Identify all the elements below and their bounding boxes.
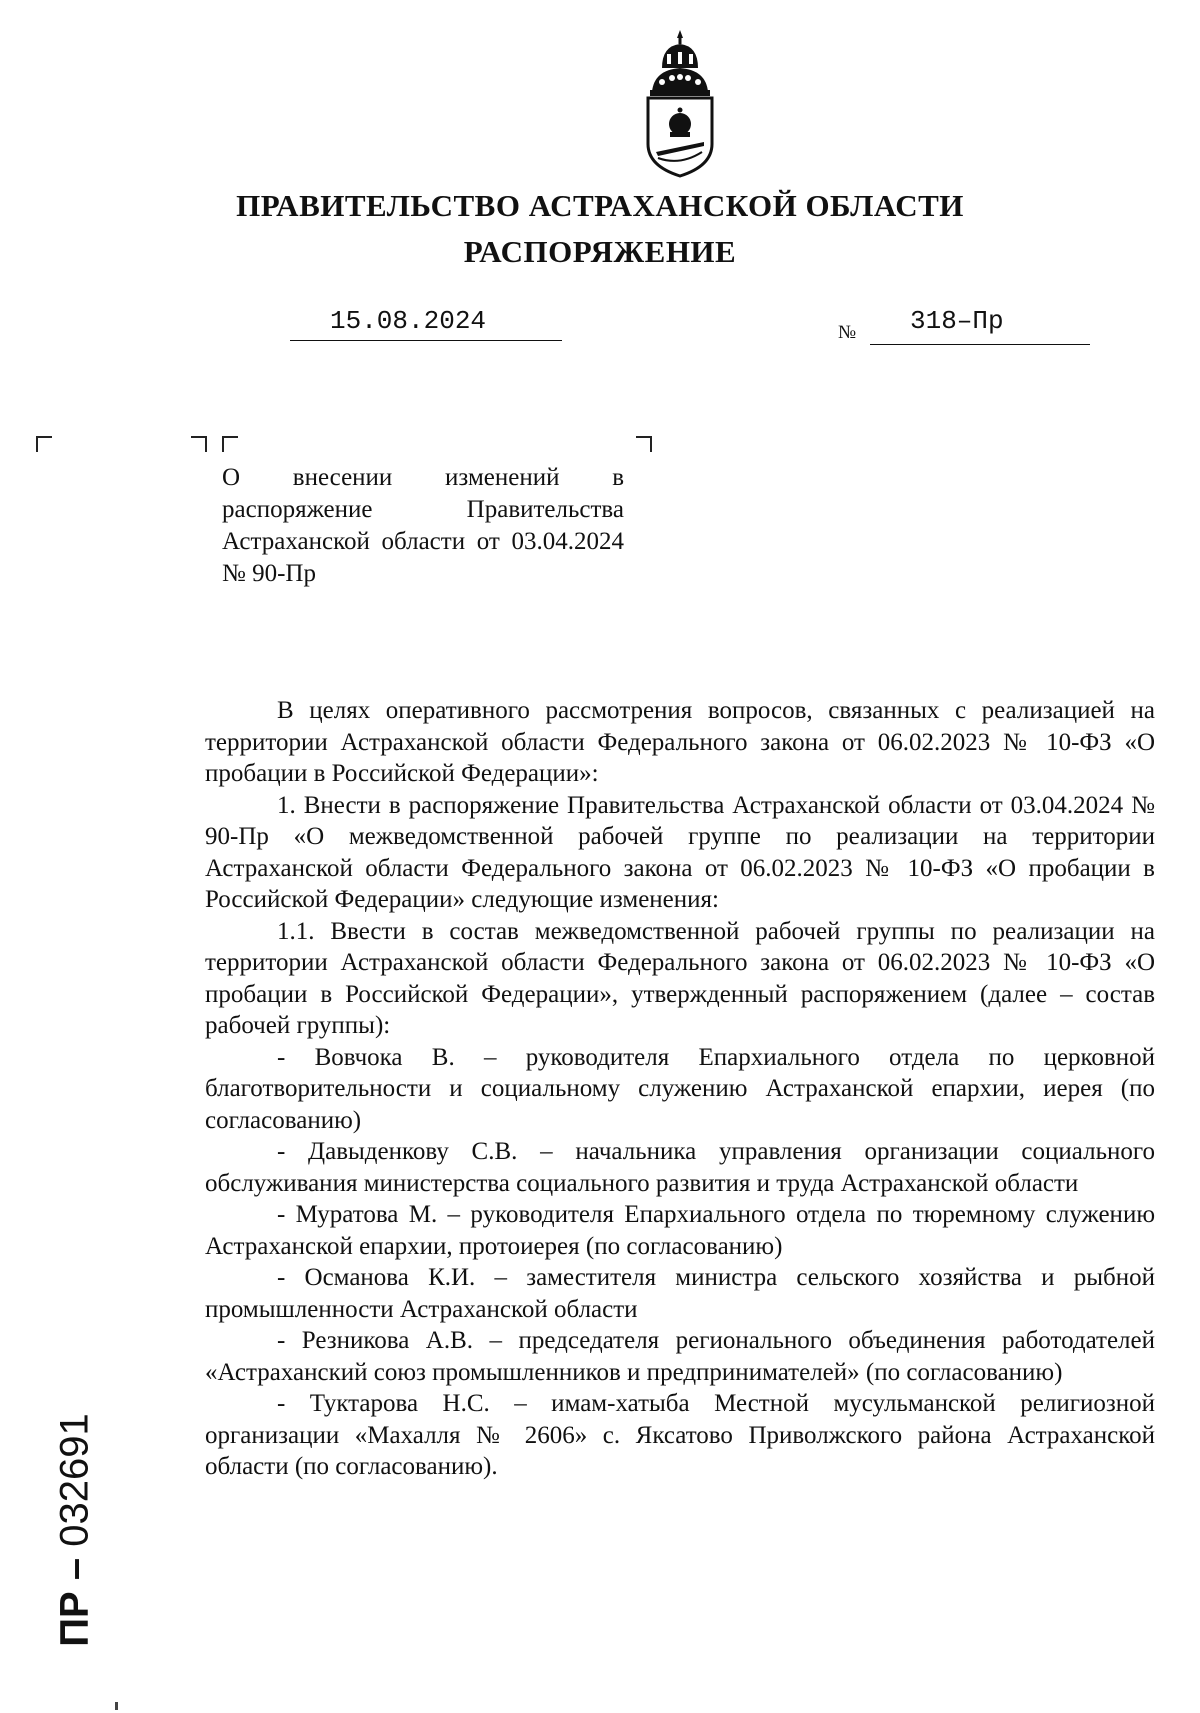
clause-1-1: 1.1. Ввести в состав межведомственной рабочей группы по реализации на территории Астраханской области Федерального закона от 06.02.2023 № 10-ФЗ «О пробации в Российской Федерации», утвержденный распоряжением (далее – состав рабочей группы): <box>205 917 1155 1039</box>
date-underline <box>290 340 562 341</box>
list-item: - Муратова М. – руководителя Епархиального отдела по тюремному служению Астраханской епархии, протоиерея (по согласованию) <box>205 1201 1155 1260</box>
list-item: - Османова К.И. – заместителя министра сельского хозяйства и рыбной промышленности Астраханской области <box>205 1264 1155 1323</box>
corner-mark-subject-end <box>191 436 207 452</box>
list-item: - Туктарова Н.С. – имам-хатыба Местной мусульманской религиозной организации «Махалля № 2606» с. Яксатово Приволжского района Астраханской области (по согласованию). <box>205 1390 1155 1480</box>
coat-of-arms-emblem <box>640 28 720 178</box>
number-sign: № <box>838 322 857 343</box>
side-serial-code <box>30 1395 120 1665</box>
list-item: - Вовчока В. – руководителя Епархиального отдела по церковной благотворительности и социальному служению Астраханской епархии, иерея (по согласованию) <box>205 1043 1155 1134</box>
corner-mark-right <box>636 436 652 452</box>
side-serial-text <box>53 1413 98 1646</box>
corner-mark-left <box>36 436 52 452</box>
number-underline <box>870 344 1090 345</box>
subject-text: О внесении изменений в распоряжение Правительства Астраханской области от 03.04.2024 № 90-Пр <box>222 464 624 587</box>
document-subject <box>222 462 624 590</box>
corner-mark-subject-start <box>222 436 238 452</box>
organization-title: ПРАВИТЕЛЬСТВО АСТРАХАНСКОЙ ОБЛАСТИ <box>236 188 964 223</box>
document-body <box>205 695 1155 1483</box>
clause-1: 1. Внести в распоряжение Правительства Астраханской области от 03.04.2024 № 90-Пр «О межведомственной рабочей группе по реализации на территории Астраханской области Федерального закона от 06.02.2023 № 10-ФЗ «О пробации в Российской Федерации» следующие изменения: <box>205 791 1155 913</box>
list-item: - Резникова А.В. – председателя регионального объединения работодателей «Астраханский союз промышленников и предпринимателей» (по согласованию) <box>205 1327 1155 1386</box>
page-edge-mark <box>115 1702 118 1710</box>
document-date: 15.08.2024 <box>330 306 487 336</box>
preamble-paragraph: В целях оперативного рассмотрения вопросов, связанных с реализацией на территории Астраханской области Федерального закона от 06.02.2023 № 10-ФЗ «О пробации в Российской Федерации»: <box>205 697 1155 787</box>
document-number: 318–Пр <box>910 306 1004 336</box>
list-item: - Давыденкову С.В. – начальника управления организации социального обслуживания министерства социального развития и труда Астраханской области <box>205 1138 1155 1197</box>
side-serial-prefix: ПР – <box>52 1557 97 1647</box>
document-type: РАСПОРЯЖЕНИЕ <box>463 234 737 269</box>
side-serial-number: 032691 <box>52 1413 97 1547</box>
